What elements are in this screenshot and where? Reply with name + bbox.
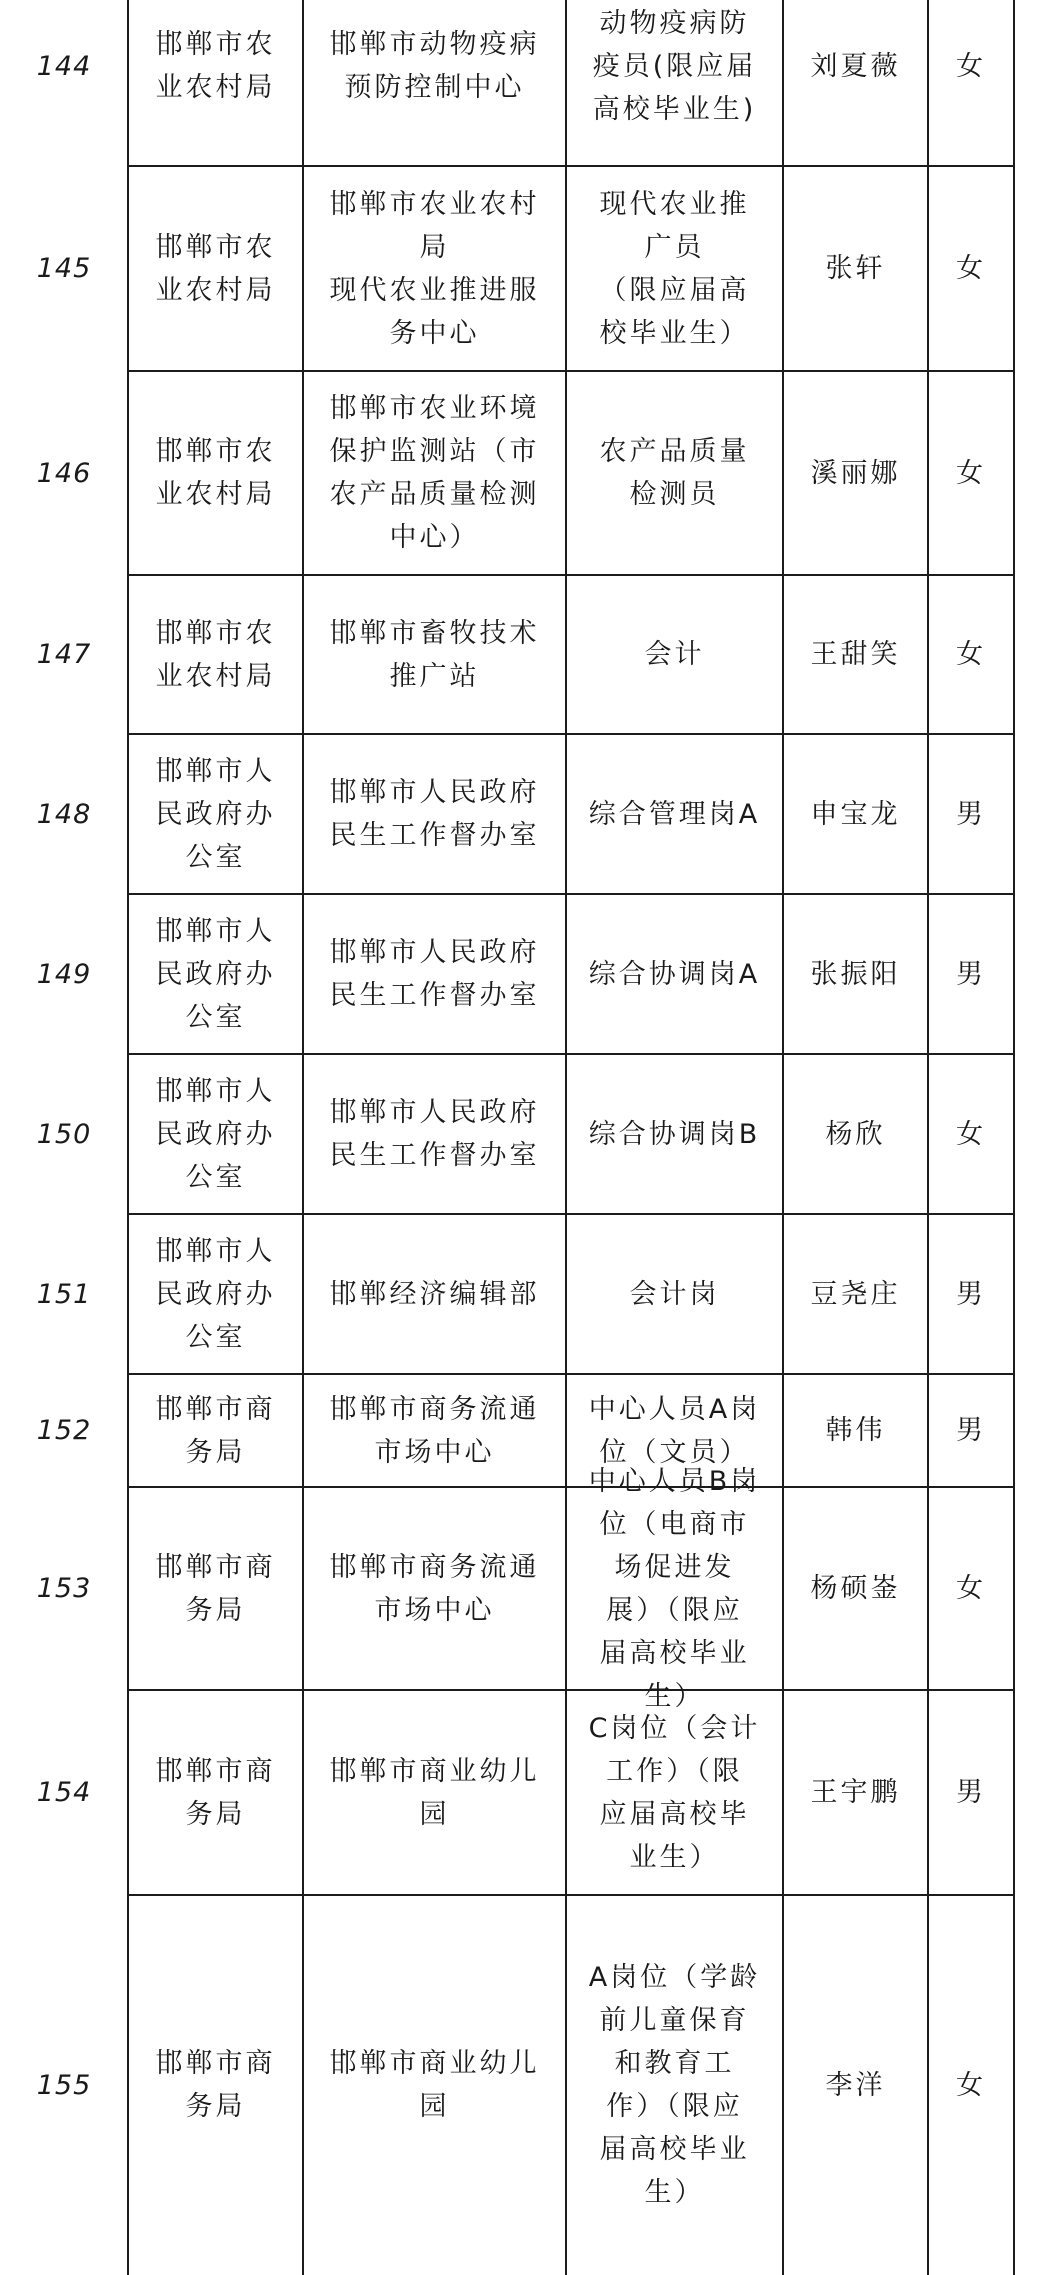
name-cell-line: 张轩 xyxy=(825,253,886,284)
name-cell-line: 杨欣 xyxy=(825,1118,886,1150)
name-cell-line: 王宇鹏 xyxy=(810,1777,901,1808)
name-cell xyxy=(783,793,928,836)
table-row-rule xyxy=(128,165,1014,167)
sex-cell xyxy=(928,247,1014,290)
dept-cell-line: 民政府办 xyxy=(155,798,276,830)
post-cell-line: 农产品质量 xyxy=(599,436,750,467)
seq-cell xyxy=(0,793,128,836)
dept-cell-line: 邯郸市商 xyxy=(155,2048,276,2079)
sex-cell xyxy=(928,1113,1014,1156)
post-cell-line: 届高校毕业 xyxy=(599,1637,750,1669)
sex-cell-line: 女 xyxy=(956,50,986,82)
unit-cell-line: 保护监测站（市 xyxy=(329,436,540,467)
name-cell xyxy=(783,633,928,676)
name-cell-line: 王甜笑 xyxy=(810,639,901,670)
dept-cell xyxy=(128,2042,303,2128)
post-cell-line: 综合管理岗A xyxy=(588,798,761,830)
seq-cell-line: 153 xyxy=(36,1573,92,1604)
sex-cell xyxy=(928,1771,1014,1814)
seq-cell-line: 154 xyxy=(36,1777,92,1808)
name-cell-line: 豆尧庄 xyxy=(810,1278,901,1310)
dept-cell-line: 务局 xyxy=(185,2091,246,2122)
dept-cell xyxy=(128,1070,303,1199)
post-cell-line: C岗位（会计 xyxy=(588,1712,761,1744)
dept-cell xyxy=(128,612,303,698)
table-row-rule xyxy=(128,1053,1014,1055)
sex-cell-line: 男 xyxy=(956,798,986,830)
sex-cell-line: 女 xyxy=(956,253,986,284)
name-cell xyxy=(783,953,928,996)
table-row-rule xyxy=(128,1213,1014,1215)
dept-cell-line: 邯郸市人 xyxy=(155,755,276,787)
post-cell-line: 会计岗 xyxy=(629,1278,720,1310)
seq-cell-line: 155 xyxy=(36,2069,92,2101)
seq-cell xyxy=(0,1409,128,1452)
seq-cell-line: 148 xyxy=(36,798,92,830)
unit-cell-line: 邯郸市人民政府 xyxy=(329,1097,540,1128)
seq-cell xyxy=(0,1273,128,1316)
dept-cell xyxy=(128,750,303,879)
name-cell xyxy=(783,1771,928,1814)
unit-cell-line: 邯郸市人民政府 xyxy=(329,937,540,968)
post-cell xyxy=(566,1460,783,1718)
post-cell xyxy=(566,633,783,676)
post-cell-line: 生） xyxy=(644,2177,705,2208)
post-cell-line: 综合协调岗B xyxy=(588,1118,761,1150)
table-row-rule xyxy=(128,733,1014,735)
seq-cell xyxy=(0,2064,128,2107)
post-cell-line: 场促进发 xyxy=(614,1551,735,1583)
post-cell-line: 和教育工 xyxy=(614,2048,735,2079)
name-cell-line: 溪丽娜 xyxy=(810,457,901,489)
unit-cell-line: 邯郸市动物疫病 xyxy=(329,29,540,60)
seq-cell-line: 145 xyxy=(36,253,92,284)
dept-cell-line: 业农村局 xyxy=(155,274,276,306)
post-cell xyxy=(566,1113,783,1156)
post-cell-line: 届高校毕业 xyxy=(599,2134,750,2165)
seq-cell xyxy=(0,452,128,495)
dept-cell-line: 邯郸市商 xyxy=(155,1393,276,1425)
dept-cell-line: 邯郸市人 xyxy=(155,915,276,947)
sex-cell-line: 女 xyxy=(956,2069,986,2101)
post-cell-line: A岗位（学龄 xyxy=(588,1962,761,1993)
name-cell xyxy=(783,1113,928,1156)
name-cell-line: 申宝龙 xyxy=(810,798,901,830)
unit-cell-line: 民生工作督办室 xyxy=(329,1140,540,1171)
post-cell-line: 校毕业生） xyxy=(599,317,750,349)
unit-cell-line: 市场中心 xyxy=(374,1594,495,1626)
name-cell xyxy=(783,45,928,88)
dept-cell-line: 邯郸市商 xyxy=(155,1755,276,1787)
name-cell-line: 张振阳 xyxy=(810,958,901,990)
post-cell-line: 生） xyxy=(644,1680,705,1712)
post-cell-line: 现代农业推 xyxy=(599,188,750,220)
unit-cell-line: 邯郸市商务流通 xyxy=(329,1393,540,1425)
dept-cell xyxy=(128,1546,303,1632)
unit-cell-line: 现代农业推进服 xyxy=(329,274,540,306)
seq-cell xyxy=(0,633,128,676)
dept-cell xyxy=(128,910,303,1039)
dept-cell xyxy=(128,430,303,516)
sex-cell xyxy=(928,452,1014,495)
dept-cell-line: 业农村局 xyxy=(155,660,276,692)
unit-cell-line: 邯郸经济编辑部 xyxy=(329,1278,540,1310)
sex-cell xyxy=(928,793,1014,836)
seq-cell-line: 144 xyxy=(36,50,92,82)
seq-cell xyxy=(0,953,128,996)
name-cell-line: 杨硕崟 xyxy=(810,1573,901,1604)
unit-cell xyxy=(303,1388,566,1474)
unit-cell-line: 市场中心 xyxy=(374,1436,495,1468)
seq-cell xyxy=(0,1567,128,1610)
seq-cell xyxy=(0,247,128,290)
post-cell-line: 业生） xyxy=(629,1841,720,1873)
seq-cell-line: 151 xyxy=(36,1278,92,1310)
unit-cell-line: 务中心 xyxy=(389,317,480,349)
dept-cell xyxy=(128,23,303,109)
seq-cell xyxy=(0,1771,128,1814)
table-row-rule xyxy=(128,1373,1014,1375)
post-cell-line: 应届高校毕 xyxy=(599,1798,750,1830)
name-cell xyxy=(783,452,928,495)
post-cell-line: 会计 xyxy=(644,639,705,670)
seq-cell-line: 152 xyxy=(36,1415,92,1446)
dept-cell-line: 务局 xyxy=(185,1798,246,1830)
name-cell xyxy=(783,1273,928,1316)
table-row-rule xyxy=(128,370,1014,372)
post-cell-line: 位（电商市 xyxy=(599,1508,750,1540)
dept-cell xyxy=(128,1230,303,1359)
sex-cell-line: 男 xyxy=(956,958,986,990)
table-row-rule xyxy=(128,1894,1014,1896)
dept-cell-line: 邯郸市农 xyxy=(155,29,276,60)
unit-cell-line: 邯郸市农业环境 xyxy=(329,393,540,424)
post-cell-line: 位（文员） xyxy=(599,1436,750,1468)
sex-cell xyxy=(928,1409,1014,1452)
name-cell xyxy=(783,1567,928,1610)
unit-cell-line: 民生工作督办室 xyxy=(329,820,540,851)
sex-cell-line: 女 xyxy=(956,457,986,489)
post-cell-line: 检测员 xyxy=(629,479,720,510)
name-cell-line: 韩伟 xyxy=(825,1415,886,1446)
name-cell xyxy=(783,1409,928,1452)
dept-cell-line: 邯郸市人 xyxy=(155,1075,276,1107)
dept-cell-line: 邯郸市商 xyxy=(155,1551,276,1583)
post-cell-line: 综合协调岗A xyxy=(588,958,761,990)
unit-cell-line: 局 xyxy=(419,231,450,263)
sex-cell-line: 男 xyxy=(956,1777,986,1808)
post-cell-line: 高校毕业生) xyxy=(592,93,757,125)
dept-cell-line: 民政府办 xyxy=(155,958,276,990)
unit-cell-line: 预防控制中心 xyxy=(344,72,525,103)
name-cell-line: 李洋 xyxy=(825,2069,886,2101)
dept-cell xyxy=(128,226,303,312)
sex-cell xyxy=(928,633,1014,676)
unit-cell-line: 农产品质量检测 xyxy=(329,479,540,510)
unit-cell xyxy=(303,1750,566,1836)
table-row-rule xyxy=(128,893,1014,895)
unit-cell-line: 邯郸市商业幼儿 xyxy=(329,2048,540,2079)
dept-cell-line: 公室 xyxy=(185,1001,246,1033)
seq-cell xyxy=(0,1113,128,1156)
unit-cell-line: 推广站 xyxy=(389,660,480,692)
post-cell xyxy=(566,1273,783,1316)
seq-cell-line: 146 xyxy=(36,457,92,489)
dept-cell-line: 邯郸市农 xyxy=(155,617,276,649)
sex-cell xyxy=(928,45,1014,88)
sex-cell xyxy=(928,1567,1014,1610)
unit-cell-line: 邯郸市商务流通 xyxy=(329,1551,540,1583)
seq-cell xyxy=(0,45,128,88)
dept-cell-line: 务局 xyxy=(185,1436,246,1468)
table-row-rule xyxy=(128,574,1014,576)
unit-cell-line: 邯郸市农业农村 xyxy=(329,188,540,220)
unit-cell-line: 邯郸市畜牧技术 xyxy=(329,617,540,649)
post-cell-line: 作）（限应 xyxy=(606,2091,743,2122)
name-cell xyxy=(783,2064,928,2107)
post-cell-line: 工作）（限 xyxy=(606,1755,743,1787)
post-cell xyxy=(566,953,783,996)
post-cell-line: 动物疫病防 xyxy=(599,7,750,39)
dept-cell-line: 民政府办 xyxy=(155,1118,276,1150)
unit-cell-line: 邯郸市商业幼儿 xyxy=(329,1755,540,1787)
unit-cell xyxy=(303,387,566,559)
name-cell-line: 刘夏薇 xyxy=(810,50,901,82)
post-cell xyxy=(566,793,783,836)
unit-cell xyxy=(303,1546,566,1632)
sex-cell xyxy=(928,953,1014,996)
sex-cell-line: 女 xyxy=(956,639,986,670)
seq-cell-line: 150 xyxy=(36,1118,92,1150)
sex-cell-line: 女 xyxy=(956,1118,986,1150)
post-cell-line: （限应届高 xyxy=(599,274,750,306)
unit-cell xyxy=(303,1273,566,1316)
sex-cell-line: 女 xyxy=(956,1573,986,1604)
unit-cell xyxy=(303,771,566,857)
unit-cell xyxy=(303,183,566,355)
dept-cell-line: 邯郸市农 xyxy=(155,231,276,263)
dept-cell-line: 邯郸市农 xyxy=(155,436,276,467)
dept-cell-line: 公室 xyxy=(185,1161,246,1193)
unit-cell xyxy=(303,1091,566,1177)
unit-cell-line: 民生工作督办室 xyxy=(329,980,540,1011)
unit-cell-line: 邯郸市人民政府 xyxy=(329,777,540,808)
post-cell xyxy=(566,2,783,131)
unit-cell xyxy=(303,2042,566,2128)
sex-cell-line: 男 xyxy=(956,1278,986,1310)
dept-cell xyxy=(128,1750,303,1836)
unit-cell xyxy=(303,931,566,1017)
dept-cell-line: 务局 xyxy=(185,1594,246,1626)
unit-cell-line: 园 xyxy=(419,2091,450,2122)
post-cell-line: 展）（限应 xyxy=(606,1594,743,1626)
post-cell-line: 中心人员A岗 xyxy=(588,1393,761,1425)
post-cell xyxy=(566,1707,783,1879)
dept-cell-line: 邯郸市人 xyxy=(155,1235,276,1267)
post-cell-line: 疫员(限应届 xyxy=(592,50,757,82)
seq-cell-line: 147 xyxy=(36,639,92,670)
dept-cell-line: 业农村局 xyxy=(155,72,276,103)
post-cell-line: 中心人员B岗 xyxy=(588,1465,761,1497)
dept-cell-line: 公室 xyxy=(185,841,246,873)
post-cell xyxy=(566,1956,783,2214)
post-cell xyxy=(566,430,783,516)
sex-cell-line: 男 xyxy=(956,1415,986,1446)
unit-cell xyxy=(303,23,566,109)
unit-cell xyxy=(303,612,566,698)
seq-cell-line: 149 xyxy=(36,958,92,990)
dept-cell xyxy=(128,1388,303,1474)
name-cell xyxy=(783,247,928,290)
dept-cell-line: 业农村局 xyxy=(155,479,276,510)
dept-cell-line: 民政府办 xyxy=(155,1278,276,1310)
post-cell xyxy=(566,183,783,355)
unit-cell-line: 中心） xyxy=(389,522,480,553)
sex-cell xyxy=(928,1273,1014,1316)
post-cell-line: 广员 xyxy=(644,231,705,263)
unit-cell-line: 园 xyxy=(419,1798,450,1830)
post-cell-line: 前儿童保育 xyxy=(599,2005,750,2036)
sex-cell xyxy=(928,2064,1014,2107)
dept-cell-line: 公室 xyxy=(185,1321,246,1353)
